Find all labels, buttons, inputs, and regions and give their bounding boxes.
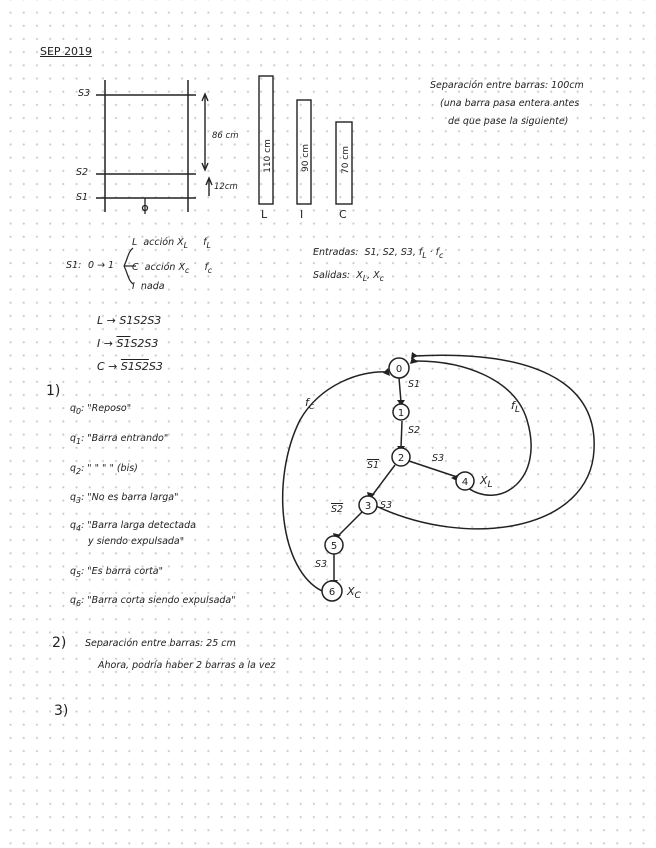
s1-opt1-action: acción X [143,237,184,248]
output-label-4 [480,474,493,490]
sensor-label-s2: S2 [76,167,89,178]
state-q2 [70,463,138,476]
note-line-1: Separación entre barras: 100cm [430,80,584,91]
state-q0 [70,403,131,416]
cond-i-expr: S2S3 [130,337,159,350]
q2-q: q [70,463,77,474]
fc-sub: c [308,401,314,413]
bar-i-tag: I [300,208,304,221]
q1-q: q [70,433,77,444]
outputs-label: Salidas: [313,270,351,281]
edge-label-1-2: S2 [408,425,421,436]
bar-i-length: 90 cm [301,143,311,173]
q4-q: q [70,520,77,531]
edge-label-2-3: S1 [367,460,380,471]
s1-opt2-f: f [204,262,208,273]
s1-option-3 [132,281,165,292]
cond-c-expr: S3 [148,360,163,373]
q2-sub: 2 [76,466,82,476]
s1-opt3-action: nada [140,281,165,292]
q6-q: q [70,595,77,606]
out4-sub: L [487,479,493,491]
q5-q: q [70,566,77,577]
date-label: SEP 2019 [40,45,93,58]
edge-label-fc [305,396,314,412]
distance-long: 86 cm [212,131,239,141]
state-q6 [70,595,236,608]
distance-short: 12cm [214,182,238,192]
q0-desc: : "Reposo" [81,403,132,414]
fsm-node-3-label: 3 [364,501,372,512]
section-2-line-1: Separación entre barras: 25 cm [85,638,236,649]
cond-l-lhs: L [97,314,104,327]
state-q1 [70,433,168,446]
edge-label-0-1: S1 [408,379,421,390]
state-q4-line2: y siendo expulsada" [88,536,185,547]
fsm-node-6-label: 6 [328,587,336,598]
q3-q: q [70,492,77,503]
section-2-line-2: Ahora, podría haber 2 barras a la vez [98,660,276,671]
note-line-2: (una barra pasa entera antes [440,98,580,109]
q5-desc: : "Es barra corta" [81,566,163,577]
outputs-sub1: L [362,273,368,283]
q2-desc: : " " " " (bis) [81,463,138,474]
io-inputs [313,247,443,260]
q4-desc: : "Barra larga detectada [81,520,196,531]
s1-opt1-sub: L [183,240,189,250]
note-line-3: de que pase la siguiente) [448,116,569,127]
edge-label-2-4: S3 [432,453,445,464]
io-outputs [313,270,384,283]
s1-opt1-fsub: L [206,240,211,250]
s1-option-1 [132,237,211,250]
s1-option-2 [132,262,212,275]
inputs-sub2: c [439,250,444,260]
s1-opt3-prefix: I [132,281,135,292]
bar-l-length: 110 cm [263,139,273,173]
cond-c-lhs: C [97,360,105,373]
bar-l-tag: L [261,208,268,221]
s1-opt2-sub: c [184,265,190,275]
q3-desc: : "No es barra larga" [81,492,179,503]
sensor-label-s3: S3 [78,88,91,99]
s1-opt1-f: f [203,237,207,248]
out4-x: X [480,474,488,487]
inputs-label: Entradas: [313,247,359,258]
out6-x: X [347,585,355,598]
q4-sub: 4 [76,523,82,533]
q1-sub: 1 [76,436,82,446]
fsm-node-0-label: 0 [395,364,403,375]
fl-sub: L [514,404,520,416]
fc-f: f [305,396,309,409]
outputs-value: X [356,270,363,281]
cond-i-lhs: I [97,337,101,350]
state-q5 [70,566,163,579]
bar-c-length: 70 cm [341,145,351,175]
q6-sub: 6 [76,598,82,608]
fl-f: f [511,399,515,412]
edge-label-3-5: S2 [331,504,344,515]
q5-sub: 5 [76,569,82,579]
fsm-node-1-label: 1 [397,408,405,419]
section-3-number: 3) [54,703,69,719]
section-2-number: 2) [52,635,67,651]
q0-q: q [70,403,77,414]
s1-opt1-prefix: L [132,237,138,248]
s1-opt2-fsub: c [207,265,213,275]
output-label-6 [347,585,361,601]
condition-c: C → S1S2S3 [97,360,163,373]
section-1-number: 1) [46,383,61,399]
s1-transition: 0 → 1 [88,260,115,271]
cond-i-bar: S1 [116,337,131,350]
q6-desc: : "Barra corta siendo expulsada" [81,595,236,606]
cond-c-bar: S1S2 [120,360,149,373]
q0-sub: 0 [76,406,82,416]
state-q3 [70,492,179,505]
edge-label-3-0: S3 [380,500,393,511]
bar-c-tag: C [339,208,347,221]
out6-sub: C [354,590,361,602]
condition-i: I → S1S2S3 [97,337,159,350]
edge-label-fl [511,399,520,415]
condition-l: L → S1S2S3 [97,314,162,327]
q3-sub: 3 [76,495,82,505]
s1-opt2-action: acción X [144,262,185,273]
fsm-node-2-label: 2 [397,453,405,464]
fsm-node-4-label: 4 [461,477,469,488]
q1-desc: : "Barra entrando" [81,433,169,444]
sensor-label-s1: S1 [76,192,89,203]
inputs-sub1: L [422,250,427,260]
edge-label-5-6: S3 [315,559,328,570]
outputs-sep: , X [367,270,380,281]
cond-l-expr: S1S2S3 [119,314,162,327]
inputs-value: S1, S2, S3, f [364,247,423,258]
fsm-node-5-label: 5 [330,541,338,552]
s1-opt2-prefix: C [132,262,139,273]
state-q4 [70,520,196,533]
outputs-sub2: c [379,273,385,283]
s1-label: S1: [66,260,82,271]
inputs-sep: · f [426,247,440,258]
